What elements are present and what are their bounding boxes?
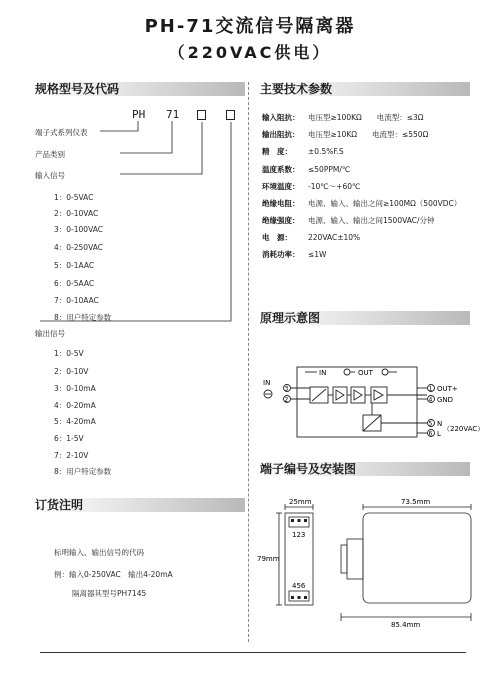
label-output: 输出信号 (35, 329, 65, 338)
terminal-4-number: 4 (428, 396, 433, 404)
pin (298, 596, 301, 599)
input-option: 2：0-10VAC (54, 209, 99, 218)
spec-row (262, 146, 344, 157)
input-option: 1：0-5VAC (54, 193, 94, 202)
output-option: 7：2-10V (54, 451, 89, 460)
label-category: 产品类别 (35, 150, 65, 159)
order-line-3: 隔离器其型号PH7145 (72, 589, 147, 598)
spec-value: ≤1W (308, 250, 327, 259)
spec-key: 环境温度： (262, 182, 300, 191)
n-label: N (437, 420, 443, 428)
principle-section-header: 原理示意图 (258, 311, 470, 325)
spec-row (262, 198, 461, 209)
pin (304, 596, 307, 599)
top-terminal-numbers: 123 (292, 531, 306, 539)
amp-block-1 (333, 387, 347, 403)
code-series: 71 (166, 108, 180, 121)
page-title: PH-71交流信号隔离器 (144, 16, 356, 37)
spec-row (262, 232, 360, 243)
side-view-body (363, 513, 471, 603)
order-line-2: 例：输入0-250VAC 输出4-20mA (54, 570, 173, 579)
output-option: 4：0-20mA (54, 401, 96, 410)
din-clip (347, 539, 363, 579)
terminal-1-number: 1 (428, 385, 433, 393)
din-rail-section (341, 545, 347, 573)
spec-row (262, 112, 424, 123)
output-amp-block (371, 387, 387, 403)
in-side-label: IN (263, 379, 271, 387)
input-option: 7：0-10AAC (54, 296, 99, 305)
order-section-header: 订货注明 (33, 498, 245, 512)
input-option: 5：0-1AAC (54, 261, 95, 270)
label-input: 输入信号 (35, 171, 65, 180)
output-option: 3：0-10mA (54, 384, 96, 393)
out-top-label: OUT (358, 369, 373, 377)
spec-key: 输出阻抗： (262, 130, 300, 139)
spec-key: 消耗功率： (262, 250, 300, 259)
principle-diagram (255, 355, 485, 450)
spec-row (262, 129, 428, 140)
spec-row (262, 215, 435, 226)
spec-row (262, 249, 326, 260)
code-prefix: PH (132, 108, 146, 121)
specs-section-header: 主要技术参数 (258, 82, 470, 96)
spec-value: -10℃～+60℃ (308, 182, 361, 191)
output-option: 6：1-5V (54, 434, 84, 443)
power-label: （220VAC） (443, 425, 485, 433)
isolator-box (297, 367, 417, 437)
in-terminal-circle (344, 369, 350, 375)
model-section-header: 规格型号及代码 (33, 82, 245, 96)
spec-value: 电源、输入、输出之间≥100MΩ（500VDC） (308, 199, 462, 208)
terminal-2-number: 2 (284, 396, 289, 404)
terminal-6-number: 6 (428, 430, 433, 438)
out-terminal-circle (382, 369, 388, 375)
order-line-1: 标明输入、输出信号的代码 (54, 548, 144, 557)
output-option: 8：用户特定参数 (54, 467, 112, 476)
input-option: 4：0-250VAC (54, 243, 103, 252)
output-option: 5：4-20mA (54, 417, 96, 426)
spec-key: 输入阻抗： (262, 113, 300, 122)
installation-drawing (255, 495, 475, 635)
pin (304, 519, 307, 522)
spec-key: 电 源： (262, 233, 292, 242)
dim-depth-label: 73.5mm (401, 498, 431, 506)
input-option: 6：0-5AAC (54, 279, 95, 288)
dim-width-label: 25mm (289, 498, 312, 506)
bottom-rule (40, 652, 466, 653)
spec-value: ≤50PPM/℃ (308, 165, 351, 174)
terminal-section-header: 端子编号及安装图 (258, 462, 470, 476)
label-series: 端子式系列仪表 (35, 128, 88, 137)
spec-key: 绝缘强度： (262, 216, 300, 225)
output-option: 2：0-10V (54, 367, 89, 376)
spec-row (262, 164, 350, 175)
terminal-3-number: 3 (284, 385, 289, 393)
page-subtitle: （220VAC供电） (168, 43, 332, 62)
terminal-5-number: 5 (428, 420, 433, 428)
pin (291, 596, 294, 599)
spec-row (262, 181, 360, 192)
spec-value: ±0.5%F.S (308, 147, 344, 156)
amp-block-2 (351, 387, 365, 403)
dim-height-label: 79mm (257, 555, 280, 563)
in-top-label: IN (319, 369, 327, 377)
spec-key: 温度系数： (262, 165, 300, 174)
dim-total-label: 85.4mm (391, 621, 421, 629)
l-label: L (437, 430, 441, 438)
pin (291, 519, 294, 522)
input-option: 8：用户特定参数 (54, 313, 112, 322)
spec-value: 电压型≥10KΩ 电流型：≤550Ω (308, 130, 429, 139)
gnd-label: GND (437, 396, 454, 404)
spec-key: 绝缘电阻： (262, 199, 300, 208)
spec-value: 220VAC±10% (308, 233, 361, 242)
pin (298, 519, 301, 522)
output-option: 1：0-5V (54, 349, 84, 358)
spec-value: 电源、输入、输出之间1500VAC/分钟 (308, 216, 435, 225)
out-plus-label: OUT+ (437, 385, 458, 393)
spec-value: 电压型≥100KΩ 电流型：≤3Ω (308, 113, 424, 122)
input-option: 3：0-100VAC (54, 225, 103, 234)
bottom-terminal-numbers: 456 (292, 582, 306, 590)
spec-key: 精 度： (262, 147, 292, 156)
